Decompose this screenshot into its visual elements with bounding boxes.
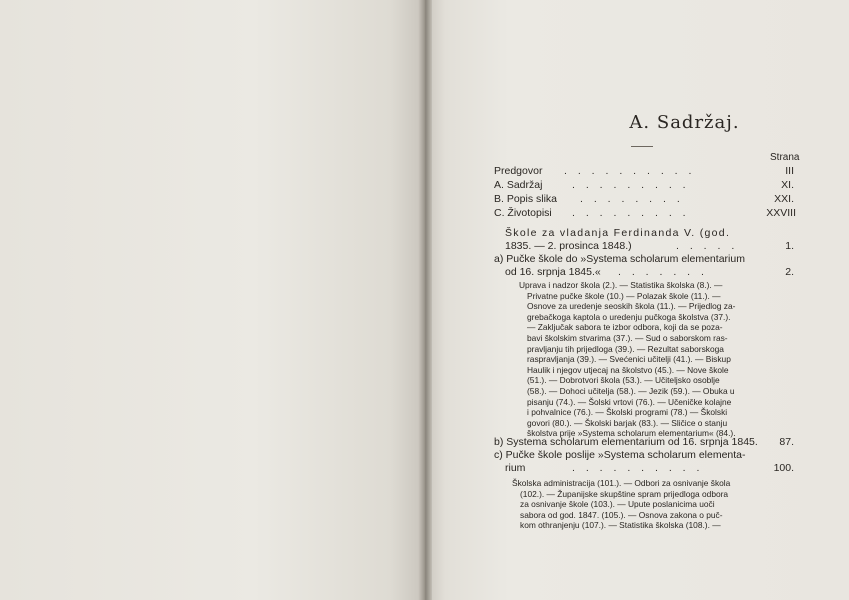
subtopic-line: (102.). — Županijske skupštine spram prijedloga odbora — [520, 488, 729, 499]
subtopic-line: bavi školskim stvarima (37.). — Sud o saborskom ras- — [527, 332, 728, 343]
subtopic-line: Školska administracija (101.). — Odbori za osnivanje škola — [512, 478, 731, 488]
entry-c-title-cont: rium — [505, 462, 526, 474]
strana-header: Strana — [770, 152, 800, 163]
subtopic-line: pisanju (74.). — Šolski vrtovi (76.). — Učeničke kolajne — [527, 396, 732, 407]
entry-c-page: 100. — [773, 462, 794, 474]
subtopic-line: pravljanju tih prijedloga (39.). — Rezultat saborskoga — [527, 343, 724, 354]
subtopic-line: Uprava i nadzor škola (2.). — Statistika školska (8.). — — [519, 280, 723, 290]
front-entry-dots: . . . . . . . . . — [572, 207, 690, 219]
front-entry-page: XXVIII — [766, 207, 796, 219]
left-page — [0, 0, 424, 600]
front-entry-page: XXI. — [774, 193, 794, 205]
subtopic-line: govori (80.). — Školski barjak (83.). — Sličice o stanju — [527, 417, 728, 428]
entry-a-dots: . . . . . . . — [618, 266, 708, 278]
subtopic-line: školstva prije »Systema scholarum elementarium« (84.). — [527, 428, 736, 439]
page-title: A. Sadržaj. — [629, 112, 740, 133]
front-entry-label: C. Životopisi — [494, 207, 552, 219]
subtopic-line: Privatne pučke škole (10.) — Polazak škole (11.). — — [527, 290, 721, 301]
section-page: 1. — [785, 240, 794, 252]
front-entry-dots: . . . . . . . . — [580, 193, 684, 205]
subtopic-line: kom othranjenju (107.). — Statistika školska (108.). — — [520, 520, 721, 531]
entry-a-title: a) Pučke škole do »Systema scholarum elementarium — [494, 253, 745, 265]
subtopic-line: grebačkoga kaptola o uredenju pučkoga školstva (37.). — [527, 311, 731, 322]
subtopic-line: (51.). — Dobrotvori škola (53.). — Učiteljsko osoblje — [527, 375, 720, 386]
front-entry-page: XI. — [781, 179, 794, 191]
entry-c-dots: . . . . . . . . . . — [572, 462, 704, 474]
front-entry-dots: . . . . . . . . . — [572, 179, 690, 191]
section-heading-dates: 1835. — 2. prosinca 1848.) — [505, 240, 632, 252]
subtopic-line: Haulik i njegov utjecaj na školstvo (45.). — Nove škole — [527, 364, 729, 375]
subtopic-line: (58.). — Dohoci učitelja (58.). — Jezik (59.). — Obuka u — [527, 385, 735, 396]
title-rule — [631, 146, 653, 147]
front-entry-dots: . . . . . . . . . . — [564, 165, 696, 177]
subtopic-line: sabora od god. 1847. (105.). — Osnova zakona o puč- — [520, 509, 723, 520]
subtopic-line: Osnove za uredenje seoskih škola (11.). — Prijedlog za- — [527, 301, 736, 312]
subtopic-line: za osnivanje škole (103.). — Upute poslanicima uoči — [520, 499, 715, 510]
entry-b-title: b) Systema scholarum elementarium od 16. srpnja 1845. — [494, 436, 758, 448]
entry-a-subtopics — [519, 280, 736, 439]
subtopic-line: i pohvalnice (76.). — Školski programi (78.) — Školski — [527, 407, 728, 418]
front-entry-label: A. Sadržaj — [494, 179, 543, 191]
subtopic-line: raspravljanja (39.). — Svećenici učitelji (41.). — Biskup — [527, 354, 731, 365]
front-entry-label: B. Popis slika — [494, 193, 558, 205]
section-heading: Škole za vladanja Ferdinanda V. (god. — [505, 227, 731, 239]
entry-a-page: 2. — [785, 266, 794, 278]
entry-a-title-cont: od 16. srpnja 1845.« — [505, 266, 601, 278]
entry-c-subtopics — [512, 478, 730, 531]
entry-b-page: 87. — [779, 436, 794, 448]
section-dots: . . . . . — [676, 240, 739, 252]
front-entry-label: Predgovor — [494, 165, 543, 177]
subtopic-line: — Zaključak sabora te izbor odbora, koji da se poza- — [527, 322, 723, 333]
entry-c-title: c) Pučke škole poslije »Systema scholarum elementa- — [494, 449, 746, 461]
front-entry-page: III — [785, 165, 794, 177]
